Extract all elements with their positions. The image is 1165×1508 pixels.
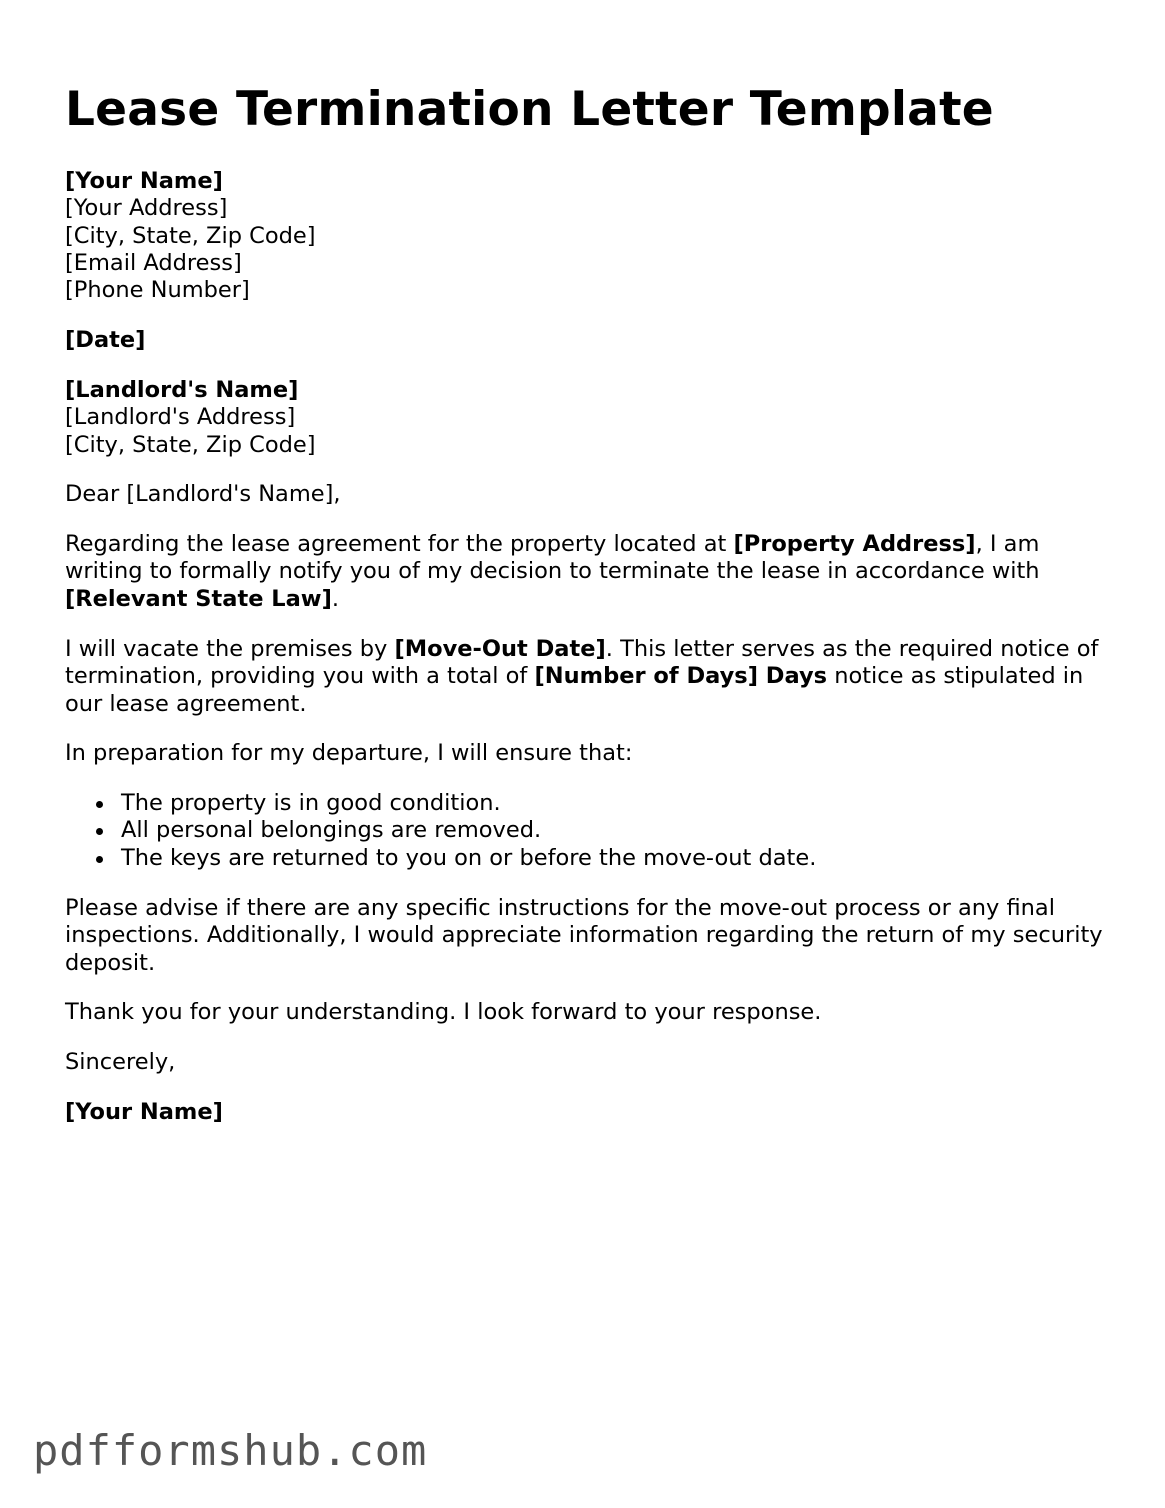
sender-name: [Your Name] (65, 168, 223, 194)
p2-text-c: notice as stipulated in our lease agreement. (65, 663, 1084, 717)
p2-text-a: I will vacate the premises by (65, 636, 395, 662)
paragraph-thanks (65, 999, 1105, 1026)
number-of-days: [Number of Days] Days (534, 663, 828, 690)
move-out-date: [Move-Out Date] (394, 636, 606, 662)
paragraph-preparation (65, 740, 1105, 767)
watermark: pdfformshub.com (33, 1426, 428, 1475)
list-item (65, 845, 1105, 872)
p2-text-b: . This letter serves as the required notice of termination, providing you with a total of (65, 636, 1099, 690)
bullet-icon (96, 828, 103, 835)
property-address: [Property Address] (733, 531, 976, 557)
landlord-city-state-zip: [City, State, Zip Code] (65, 431, 316, 458)
sender-block (65, 168, 1105, 304)
paragraph-notice (65, 531, 1105, 613)
bullet-icon (96, 856, 103, 863)
signature-name: [Your Name] (65, 1099, 223, 1125)
paragraph-instructions (65, 895, 1105, 977)
checklist-list (65, 790, 1105, 872)
list-item-text: All personal belongings are removed. (121, 817, 542, 844)
closing-text: Sincerely, (65, 1049, 176, 1075)
landlord-block (65, 377, 1105, 459)
signature (65, 1099, 1105, 1126)
closing (65, 1049, 1105, 1076)
list-item-text: The property is in good condition. (121, 790, 501, 816)
p1-text-a: Regarding the lease agreement for the property located at (65, 531, 734, 557)
date-block (65, 327, 1105, 354)
list-item-text: The keys are returned to you on or before the move-out date. (121, 844, 817, 871)
paragraph-thanks-text: Thank you for your understanding. I look forward to your response. (65, 999, 822, 1025)
bullet-icon (96, 801, 103, 808)
salutation (65, 481, 1105, 508)
list-item (65, 817, 1105, 844)
paragraph-vacate-text (65, 636, 1105, 718)
sender-email: [Email Address] (65, 249, 242, 276)
paragraph-vacate (65, 636, 1105, 718)
landlord-name: [Landlord's Name] (65, 377, 299, 403)
landlord-address: [Landlord's Address] (65, 404, 296, 431)
salutation-text: Dear [Landlord's Name], (65, 481, 341, 507)
relevant-state-law: [Relevant State Law] (65, 585, 332, 612)
sender-phone: [Phone Number] (65, 277, 250, 304)
paragraph-notice-text (65, 531, 1105, 613)
p1-text-c: . (331, 585, 340, 612)
checklist (65, 790, 1105, 872)
paragraph-preparation-text: In preparation for my departure, I will ensure that: (65, 740, 633, 766)
sender-address: [Your Address] (65, 195, 228, 222)
list-item (65, 790, 1105, 817)
sender-city-state-zip: [City, State, Zip Code] (65, 222, 316, 249)
paragraph-instructions-text: Please advise if there are any specific instructions for the move-out process or any final inspections. Additionally, I would appreciate information regarding the return of my security deposit. (65, 895, 1103, 976)
page-title: Lease Termination Letter Template (65, 82, 994, 137)
p1-text-b: , I am writing to formally notify you of my decision to terminate the lease in accordance with (65, 531, 1040, 585)
letter-date: [Date] (65, 327, 146, 353)
